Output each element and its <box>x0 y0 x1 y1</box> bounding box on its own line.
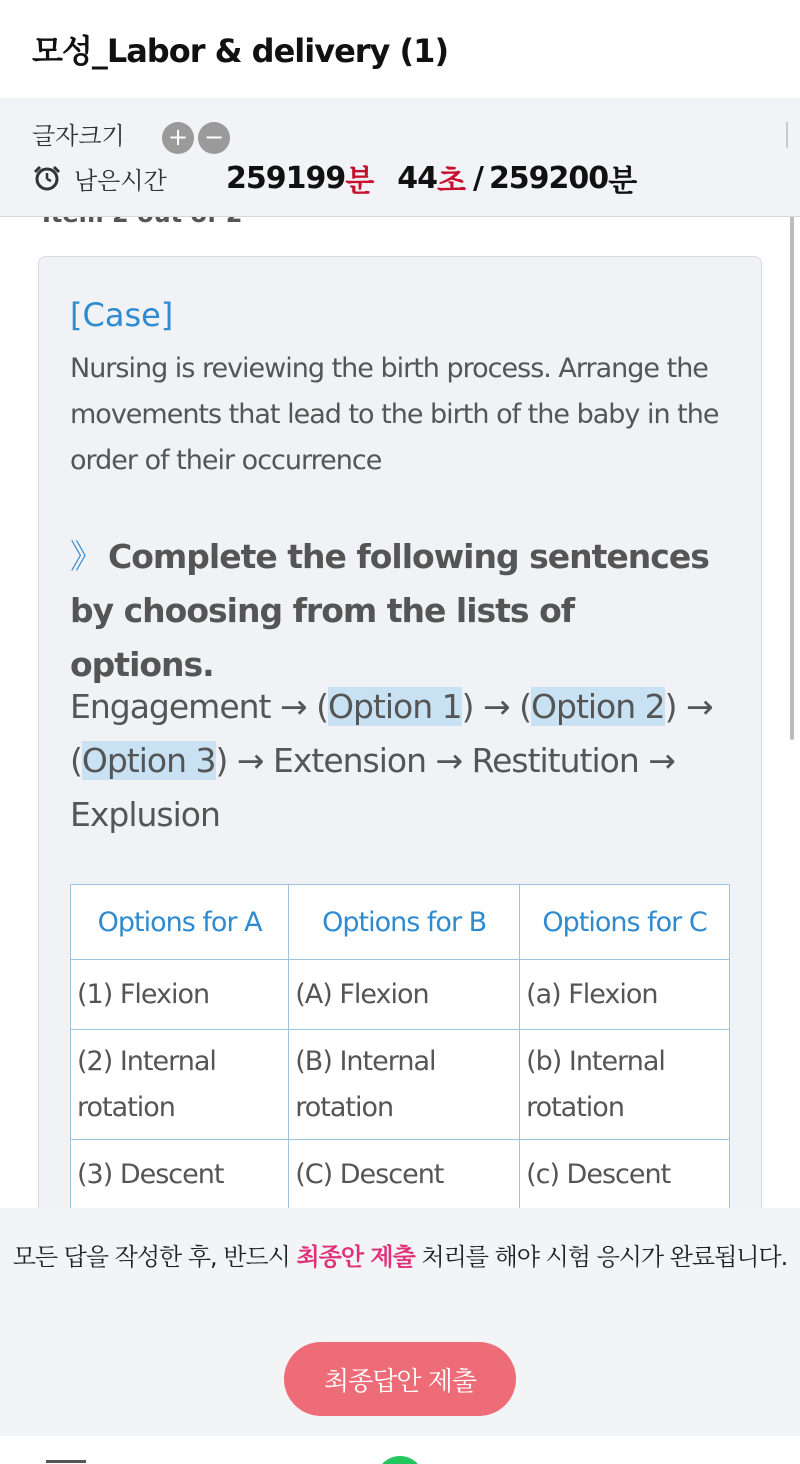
sentence-part-3: ) → ( <box>70 687 713 780</box>
sentence <box>70 680 730 842</box>
table-cell: (a) Flexion <box>520 960 730 1030</box>
seconds-unit: 초 <box>436 164 465 199</box>
title-bar <box>0 0 800 98</box>
timer-values <box>226 158 636 198</box>
option-1-dropdown[interactable]: Option 1 <box>328 687 462 726</box>
font-size-label: 글자크기 <box>32 122 125 150</box>
header-options-b: Options for B <box>289 885 520 960</box>
chevron-icon: 》 <box>70 537 102 576</box>
bottom-nav <box>0 1436 800 1464</box>
table-row <box>71 960 730 1030</box>
instruction <box>70 530 720 692</box>
remaining-time-label: 남은시간 <box>74 166 167 195</box>
submit-footer <box>0 1208 800 1436</box>
remaining-minutes: 259199 <box>226 160 346 196</box>
option-3-dropdown[interactable]: Option 3 <box>81 741 216 780</box>
case-text: Nursing is reviewing the birth process. Arrange the movements that lead to the birth of the baby in the order of their occurrence <box>70 353 719 476</box>
total-minutes: 259200 <box>488 160 609 196</box>
sentence-part-1: Engagement → ( <box>70 687 328 726</box>
notice-text-before: 모든 답을 작성한 후, 반드시 <box>12 1243 297 1271</box>
tool-bar <box>0 98 800 217</box>
instruction-text: Complete the following sentences by choosing from the lists of options. <box>70 537 709 684</box>
table-cell: (A) Flexion <box>289 960 520 1030</box>
notice-highlight: 최종안 제출 <box>296 1243 415 1271</box>
remaining-seconds: 44 <box>397 160 437 196</box>
table-cell: (b) Internal rotation <box>520 1030 730 1140</box>
home-icon[interactable] <box>376 1456 424 1464</box>
decrease-font-button[interactable] <box>198 122 230 154</box>
total-unit: 분 <box>608 164 637 199</box>
minus-icon: − <box>203 123 225 151</box>
table-cell: (c) Descent <box>520 1140 730 1210</box>
minutes-unit: 분 <box>345 164 374 199</box>
options-table <box>70 884 730 1210</box>
header-options-a: Options for A <box>71 885 289 960</box>
table-row <box>71 1140 730 1210</box>
notice-text-after: 처리를 해야 시험 응시가 완료됩니다. <box>414 1243 788 1271</box>
plus-icon: + <box>167 123 189 151</box>
table-cell: (C) Descent <box>289 1140 520 1210</box>
scrollbar-thumb[interactable] <box>790 216 794 740</box>
toolbar-divider <box>786 122 788 148</box>
page-title: 모성_Labor & delivery (1) <box>32 32 449 70</box>
sentence-part-2: ) → ( <box>461 687 532 726</box>
increase-font-button[interactable] <box>162 122 194 154</box>
table-header-row <box>71 885 730 960</box>
table-cell: (3) Descent <box>71 1140 289 1210</box>
table-cell: (2) Internal rotation <box>71 1030 289 1140</box>
time-separator: / <box>472 160 483 196</box>
final-submit-button[interactable]: 최종답안 제출 <box>284 1342 516 1416</box>
timer-row <box>32 158 167 198</box>
case-heading: [Case] <box>70 296 174 334</box>
table-cell: (B) Internal rotation <box>289 1030 520 1140</box>
submit-notice <box>0 1232 800 1282</box>
table-row <box>71 1030 730 1140</box>
alarm-clock-icon <box>32 163 62 193</box>
table-cell: (1) Flexion <box>71 960 289 1030</box>
menu-icon[interactable] <box>46 1460 86 1464</box>
option-2-dropdown[interactable]: Option 2 <box>531 687 665 726</box>
sentence-part-4: ) → Extension → Restitution → Explusion <box>70 741 675 834</box>
header-options-c: Options for C <box>520 885 730 960</box>
